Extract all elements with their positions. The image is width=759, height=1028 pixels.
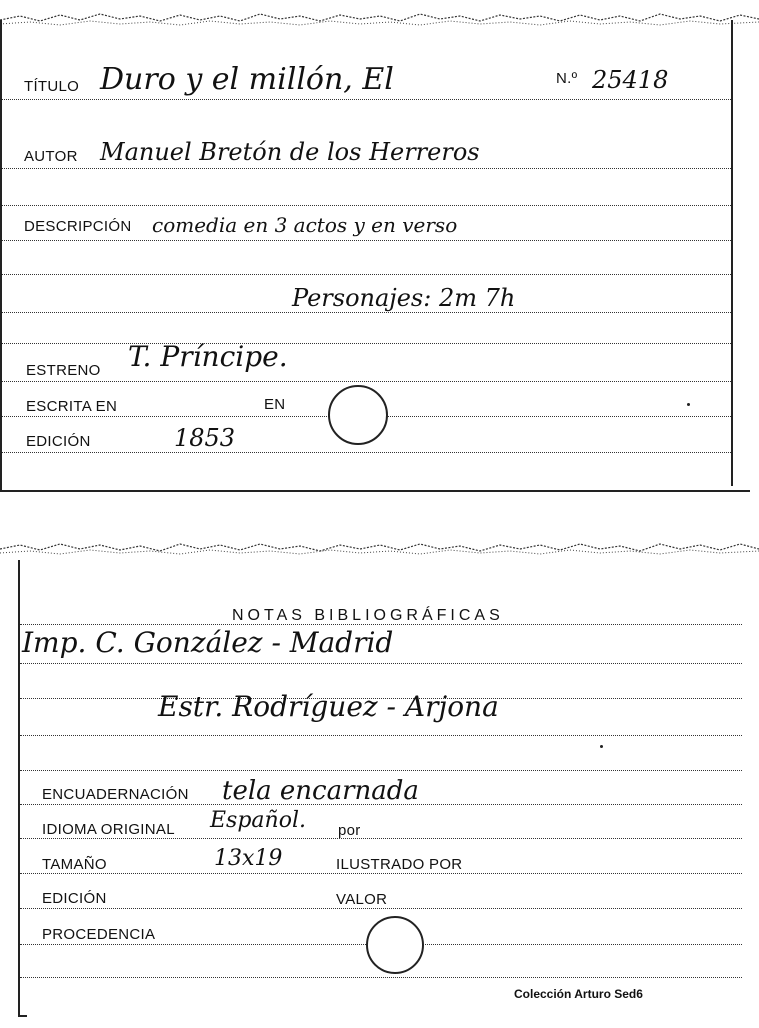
encuadernacion-value: tela encarnada [222, 776, 419, 806]
edicion-label: EDICIÓN [26, 433, 91, 450]
catalog-card-top [0, 0, 759, 495]
ruled-line [2, 312, 731, 313]
edicion-label: EDICIÓN [42, 890, 107, 907]
ruled-line [20, 663, 742, 664]
punch-hole [366, 916, 424, 974]
ilustrado-label: ILUSTRADO POR [336, 856, 463, 873]
ruled-line [2, 99, 731, 100]
ruled-line [2, 343, 731, 344]
nota-estreno: Estr. Rodríguez - Arjona [158, 690, 499, 723]
ruled-line [2, 381, 731, 382]
escrita-en-label: ESCRITA EN [26, 398, 118, 415]
ruled-line [20, 770, 742, 771]
titulo-value: Duro y el millón, El [100, 62, 394, 97]
card-border-right [731, 20, 733, 486]
valor-label: VALOR [336, 891, 388, 908]
titulo-label: TÍTULO [24, 78, 80, 95]
notas-heading: NOTAS BIBLIOGRÁFICAS [232, 607, 504, 624]
card-border-bottom [18, 1015, 27, 1017]
coleccion-stamp: Colección Arturo Sed6 [514, 987, 643, 1001]
edicion-value: 1853 [174, 424, 236, 452]
ruled-line [20, 624, 742, 625]
estreno-value: T. Príncipe. [128, 340, 288, 373]
estreno-label: ESTRENO [26, 362, 101, 379]
card-border-bottom [0, 490, 750, 492]
por-label: por [338, 822, 361, 839]
ruled-line [20, 735, 742, 736]
numero-label: N.º [556, 70, 578, 87]
punch-hole [328, 385, 388, 445]
idioma-label: IDIOMA ORIGINAL [42, 821, 175, 838]
autor-label: AUTOR [24, 148, 78, 165]
ruled-line [2, 274, 731, 275]
ruled-line [2, 240, 731, 241]
ruled-line [2, 168, 731, 169]
catalog-card-bottom [0, 540, 759, 1028]
procedencia-label: PROCEDENCIA [42, 926, 156, 943]
descripcion-value: comedia en 3 actos y en verso [152, 213, 458, 237]
numero-value: 25418 [592, 66, 669, 94]
ink-dot [687, 403, 690, 406]
card-border-left [18, 560, 20, 1015]
ink-dot [600, 745, 603, 748]
ruled-line [20, 977, 742, 978]
ruled-line [20, 908, 742, 909]
ruled-line [20, 873, 742, 874]
tamano-value: 13x19 [214, 846, 283, 871]
idioma-value: Español. [210, 808, 306, 833]
nota-imprenta: Imp. C. González - Madrid [22, 626, 394, 659]
tamano-label: TAMAÑO [42, 856, 107, 873]
encuadernacion-label: ENCUADERNACIÓN [42, 786, 189, 803]
en-label: EN [264, 396, 286, 413]
autor-value: Manuel Bretón de los Herreros [100, 138, 480, 166]
personajes-value: Personajes: 2m 7h [292, 284, 516, 312]
torn-edge-texture [0, 10, 759, 26]
descripcion-label: DESCRIPCIÓN [24, 218, 132, 235]
torn-edge-texture [0, 540, 759, 556]
card-border-left [0, 20, 2, 490]
ruled-line [2, 205, 731, 206]
ruled-line [20, 838, 742, 839]
ruled-line [2, 452, 731, 453]
